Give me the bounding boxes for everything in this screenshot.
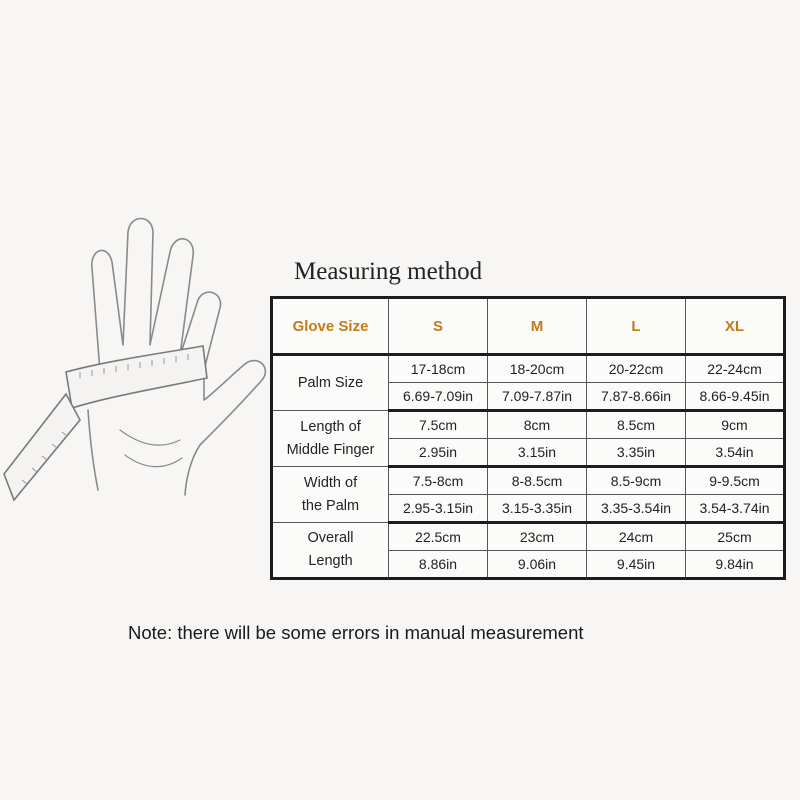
table-cell: 3.54in bbox=[686, 439, 785, 467]
palm-crease-2 bbox=[125, 455, 182, 467]
table-cell: 7.5-8cm bbox=[389, 467, 488, 495]
row-label-line: Middle Finger bbox=[286, 441, 375, 458]
row-label-overall-length bbox=[272, 523, 389, 579]
header-size-xl: XL bbox=[686, 298, 785, 355]
row-label-middle-finger bbox=[272, 411, 389, 467]
header-size-l: L bbox=[587, 298, 686, 355]
table-cell: 2.95in bbox=[389, 439, 488, 467]
table-row bbox=[272, 523, 785, 551]
table-cell: 8cm bbox=[488, 411, 587, 439]
table-cell: 9-9.5cm bbox=[686, 467, 785, 495]
glove-size-table bbox=[270, 296, 786, 580]
table-cell: 3.15in bbox=[488, 439, 587, 467]
table-cell: 9cm bbox=[686, 411, 785, 439]
table-cell: 6.69-7.09in bbox=[389, 383, 488, 411]
measurement-note: Note: there will be some errors in manual measurement bbox=[128, 622, 584, 643]
table-cell: 20-22cm bbox=[587, 355, 686, 383]
table-cell: 8.5-9cm bbox=[587, 467, 686, 495]
table-cell: 3.35-3.54in bbox=[587, 495, 686, 523]
row-label-line: Palm Size bbox=[297, 374, 364, 391]
table-cell: 7.87-8.66in bbox=[587, 383, 686, 411]
page-title: Measuring method bbox=[294, 258, 483, 285]
table-cell: 3.35in bbox=[587, 439, 686, 467]
table-cell: 23cm bbox=[488, 523, 587, 551]
row-label-palm-width bbox=[272, 467, 389, 523]
hand-measuring-illustration bbox=[0, 205, 280, 525]
row-label-line: Overall bbox=[307, 530, 354, 546]
table-cell: 8-8.5cm bbox=[488, 467, 587, 495]
table-row bbox=[272, 467, 785, 495]
table-cell: 22.5cm bbox=[389, 523, 488, 551]
table-cell: 7.5cm bbox=[389, 411, 488, 439]
header-size-m: M bbox=[488, 298, 587, 355]
table-cell: 17-18cm bbox=[389, 355, 488, 383]
row-label-line: Width of bbox=[303, 474, 358, 491]
table-cell: 8.86in bbox=[389, 551, 488, 579]
row-label-line: Length of bbox=[300, 418, 361, 435]
row-label-line: the Palm bbox=[301, 497, 360, 514]
table-row bbox=[272, 411, 785, 439]
tape-band bbox=[66, 346, 207, 408]
header-glove-size: Glove Size bbox=[272, 298, 389, 355]
table-cell: 9.84in bbox=[686, 551, 785, 579]
table-cell: 2.95-3.15in bbox=[389, 495, 488, 523]
table-cell: 7.09-7.87in bbox=[488, 383, 587, 411]
table-cell: 22-24cm bbox=[686, 355, 785, 383]
table-cell: 25cm bbox=[686, 523, 785, 551]
table-cell: 18-20cm bbox=[488, 355, 587, 383]
header-size-s: S bbox=[389, 298, 488, 355]
row-label-line: Length bbox=[308, 553, 353, 569]
tape-tail bbox=[4, 394, 80, 500]
table-cell: 24cm bbox=[587, 523, 686, 551]
palm-crease-1 bbox=[120, 430, 180, 445]
table-cell: 8.66-9.45in bbox=[686, 383, 785, 411]
row-label-palm-size bbox=[272, 355, 389, 411]
table-cell: 9.06in bbox=[488, 551, 587, 579]
table-cell: 3.15-3.35in bbox=[488, 495, 587, 523]
table-cell: 8.5cm bbox=[587, 411, 686, 439]
table-row bbox=[272, 355, 785, 383]
table-header-row bbox=[272, 298, 785, 355]
table-cell: 9.45in bbox=[587, 551, 686, 579]
table-cell: 3.54-3.74in bbox=[686, 495, 785, 523]
